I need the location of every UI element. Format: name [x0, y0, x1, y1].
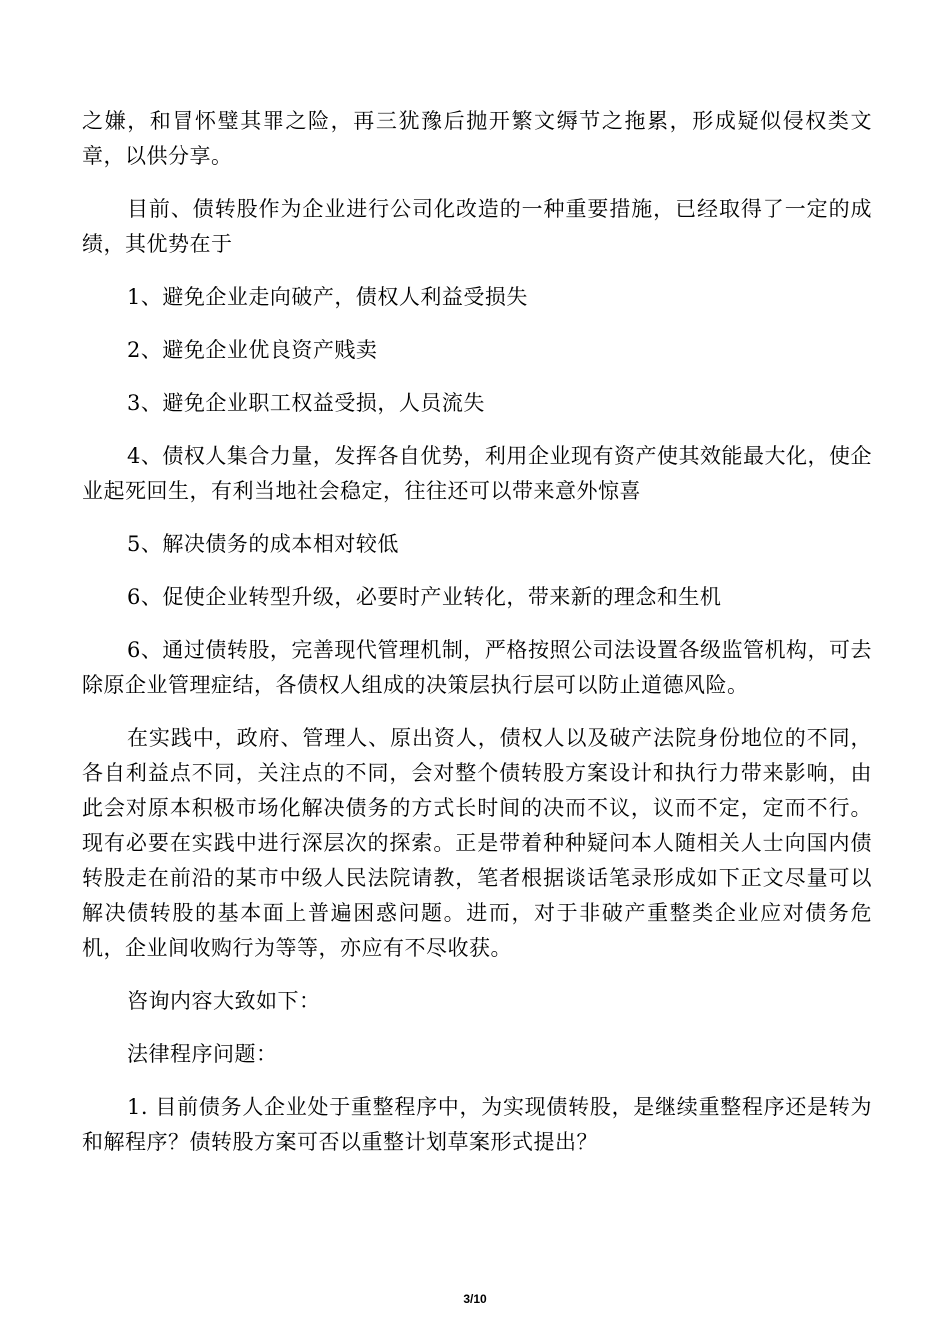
list-item: 3、避免企业职工权益受损，人员流失 — [127, 391, 485, 415]
document-body — [82, 104, 872, 1178]
list-item: 1、避免企业走向破产，债权人利益受损失 — [127, 285, 528, 309]
page-number: 3/10 — [463, 1292, 487, 1306]
paragraph-practice: 在实践中，政府、管理人、原出资人，债权人以及破产法院身份地位的不同，各自利益点不同，关注点的不同，会对整个债转股方案设计和执行力带来影响，由此会对原本积极市场化解决债务的方式长时间的决而不议，议而不定，定而不行。现有必要在实践中进行深层次的探索。正是带着种种疑问本人随相关人士向国内债转股走在前沿的某市中级人民法院请教，笔者根据谈话笔录形成如下正文尽量可以解决债转股的基本面上普遍困惑问题。进而，对于非破产重整类企业应对债务危机，企业间收购行为等等，亦应有不尽收获。 — [82, 726, 872, 960]
paragraph-intro: 目前、债转股作为企业进行公司化改造的一种重要措施，已经取得了一定的成绩，其优势在于 — [82, 197, 872, 256]
section-heading: 法律程序问题： — [127, 1042, 278, 1066]
list-item: 6、通过债转股，完善现代管理机制，严格按照公司法设置各级监管机构，可去除原企业管理症结，各债权人组成的决策层执行层可以防止道德风险。 — [82, 638, 872, 697]
question-item: 1. 目前债务人企业处于重整程序中，为实现债转股，是继续重整程序还是转为和解程序？债转股方案可否以重整计划草案形式提出？ — [82, 1095, 872, 1154]
paragraph-consult-heading: 咨询内容大致如下： — [127, 989, 321, 1013]
paragraph-continuation: 之嫌，和冒怀璧其罪之险，再三犹豫后抛开繁文缛节之拖累，形成疑似侵权类文章，以供分享。 — [82, 109, 872, 168]
list-item: 5、解决债务的成本相对较低 — [127, 532, 399, 556]
list-item: 2、避免企业优良资产贱卖 — [127, 338, 378, 362]
list-item: 4、债权人集合力量，发挥各自优势，利用企业现有资产使其效能最大化，使企业起死回生，有利当地社会稳定，往往还可以带来意外惊喜 — [82, 444, 872, 503]
list-item: 6、促使企业转型升级，必要时产业转化，带来新的理念和生机 — [127, 585, 722, 609]
